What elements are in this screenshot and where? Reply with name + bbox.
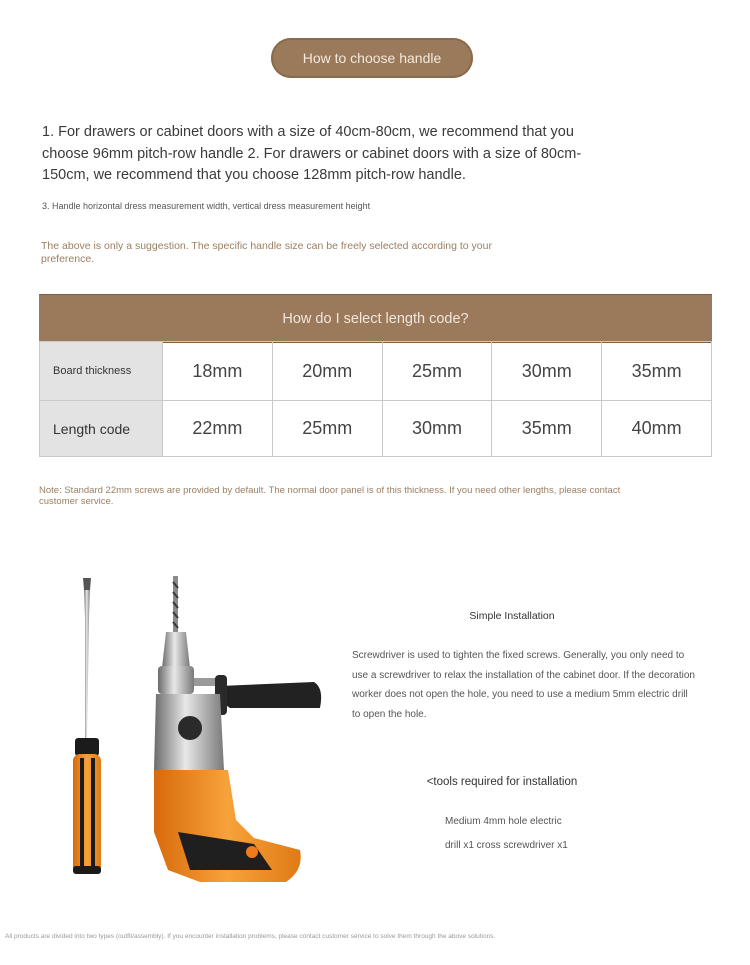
table-cell: 25mm bbox=[272, 401, 382, 457]
tools-line-2: drill x1 cross screwdriver x1 bbox=[445, 840, 568, 851]
tools-illustration bbox=[40, 570, 340, 900]
row-label: Length code bbox=[40, 401, 163, 457]
table-cell: 25mm bbox=[382, 342, 492, 401]
footer-text: All products are divided into two types (outfit/assembly). If you encounter installation problems, please contact customer service to solve them through the above solutions. bbox=[5, 933, 496, 940]
table-cell: 18mm bbox=[163, 342, 273, 401]
section-title-pill: How to choose handle bbox=[271, 38, 473, 78]
tools-line-1: Medium 4mm hole electric bbox=[445, 816, 562, 827]
electric-drill-icon bbox=[154, 576, 321, 882]
screw-note: Note: Standard 22mm screws are provided by default. The normal door panel is of this thickness. If you need other lengths, please contact customer service. bbox=[39, 485, 621, 507]
measurement-text: 3. Handle horizontal dress measurement width, vertical dress measurement height bbox=[42, 201, 371, 211]
table-row bbox=[40, 401, 712, 457]
installation-body: Screwdriver is used to tighten the fixed screws. Generally, you only need to use a screwdriver to relax the installation of the cabinet door. If the decoration worker does not open the hole, you need to use a medium 5mm electric drill to open the hole. bbox=[352, 650, 695, 720]
table-cell: 40mm bbox=[602, 401, 712, 457]
installation-title: Simple Installation bbox=[469, 610, 555, 622]
table-cell: 22mm bbox=[163, 401, 273, 457]
suggestion-text: The above is only a suggestion. The specific handle size can be freely selected according to your preference. bbox=[41, 240, 492, 265]
table-cell: 20mm bbox=[272, 342, 382, 401]
table-row bbox=[40, 342, 712, 401]
screwdriver-icon bbox=[73, 578, 101, 874]
row-label: Board thickness bbox=[40, 342, 163, 401]
tools-required-title: <tools required for installation bbox=[426, 776, 578, 788]
length-code-table bbox=[39, 341, 712, 457]
recommendation-text: 1. For drawers or cabinet doors with a size of 40cm-80cm, we recommend that you choose 96mm pitch-row handle 2. For drawers or cabinet doors with a size of 80cm-150cm, we recommend that you choose 128mm pitch-row handle. bbox=[42, 124, 582, 183]
table-cell: 35mm bbox=[492, 401, 602, 457]
table-cell: 35mm bbox=[602, 342, 712, 401]
table-cell: 30mm bbox=[492, 342, 602, 401]
table-cell: 30mm bbox=[382, 401, 492, 457]
table-title: How do I select length code? bbox=[39, 294, 712, 343]
